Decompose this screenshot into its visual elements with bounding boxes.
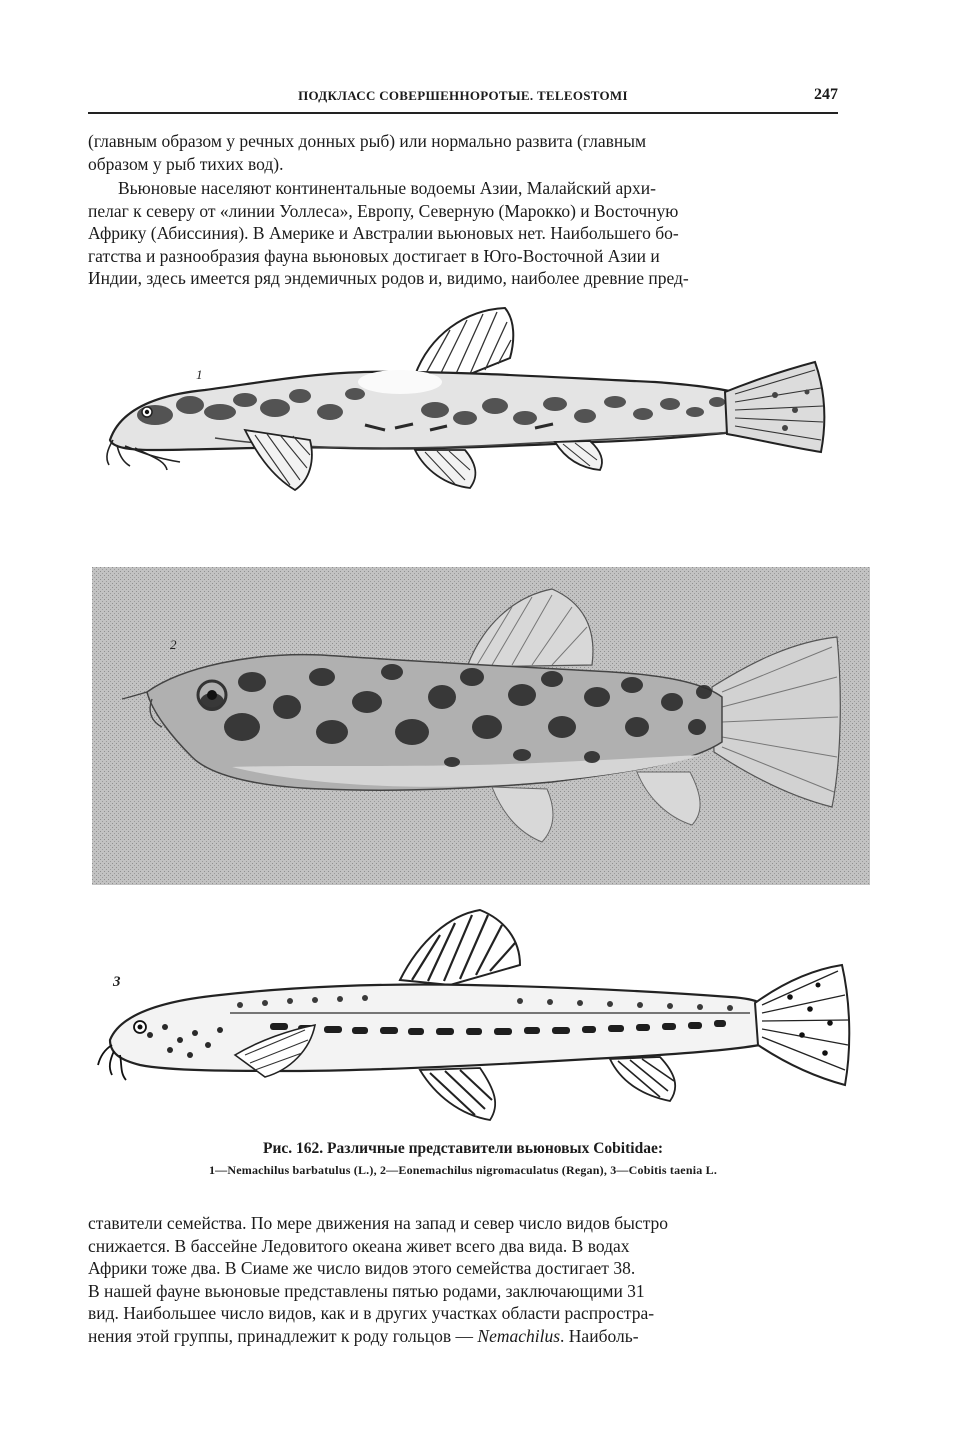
fish-photo-2	[92, 567, 870, 885]
text-line: пелаг к северу от «линии Уоллеса», Европу, Северную (Марокко) и Восточную	[88, 200, 679, 221]
page-number: 247	[814, 86, 838, 103]
text-line: Индии, здесь имеется ряд эндемичных родов и, видимо, наиболее древние пред-	[88, 268, 689, 288]
running-header	[88, 86, 838, 114]
text-line: образом у рыб тихих вод).	[88, 153, 284, 174]
last-line-prefix: нения этой группы, принадлежит к роду гольцов —	[88, 1325, 474, 1346]
text-line: В нашей фауне вьюновые представлены пятью родами, заключающими 31	[88, 1280, 645, 1301]
last-line-suffix: . Наиболь-	[560, 1325, 639, 1346]
figure-label-3: 3	[113, 974, 121, 990]
figure-label-1: 1	[196, 367, 203, 382]
fish-illustration-3	[90, 905, 860, 1130]
genus-name: Nemachilus	[477, 1325, 561, 1346]
figure-caption-species: 1—Nemachilus barbatulus (L.), 2—Eonemachilus nigromaculatus (Regan), 3—Cobitis taenia L.	[208, 1163, 718, 1177]
paragraph-3	[88, 1212, 838, 1347]
text-line: (главным образом у речных донных рыб) или нормально развита (главным	[88, 131, 647, 151]
text-line: вид. Наибольшее число видов, как и в других участках области распростра-	[88, 1303, 655, 1323]
text-line: Африку (Абиссиния). В Америке и Австралии вьюновых нет. Наибольшего бо-	[88, 223, 679, 243]
figure-caption-title: Рис. 162. Различные представители вьюновых Cobitidae:	[263, 1140, 663, 1157]
fish-illustration-1	[95, 300, 835, 510]
text-line: снижается. В бассейне Ледовитого океана живет всего два вида. В водах	[88, 1235, 630, 1256]
text-line: гатства и разнообразия фауна вьюновых достигает в Юго-Восточной Азии и	[88, 245, 660, 266]
text-line-last	[88, 1325, 838, 1348]
header-title: ПОДКЛАСС СОВЕРШЕННОРОТЫЕ. TELEOSTOMI	[298, 88, 628, 103]
paragraph-1	[88, 130, 838, 175]
text-line: ставители семейства. По мере движения на запад и север число видов быстро	[88, 1213, 669, 1233]
text-line: Африки тоже два. В Сиаме же число видов этого семейства достигает 38.	[88, 1258, 636, 1278]
text-line: Вьюновые населяют континентальные водоемы Азии, Малайский архи-	[118, 178, 656, 198]
paragraph-2	[88, 177, 838, 290]
figure-label-2: 2	[170, 637, 177, 652]
